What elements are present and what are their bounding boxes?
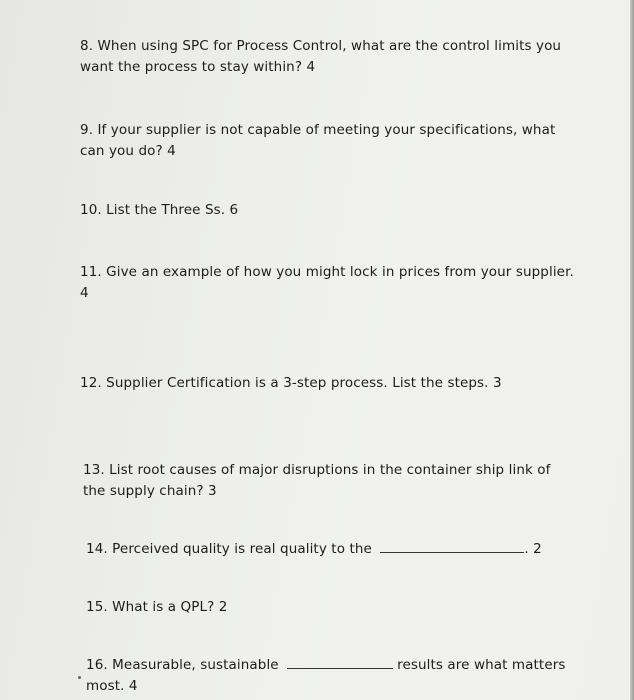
question-8-line-2: want the process to stay within? 4 — [80, 59, 316, 75]
question-13-line-1: 13. List root causes of major disruptions in the container ship link of — [83, 462, 551, 478]
question-9-line-1: 9. If your supplier is not capable of meeting your specifications, what — [80, 122, 556, 138]
question-14-text: 14. Perceived quality is real quality to the — [86, 541, 372, 557]
question-15 — [86, 597, 228, 618]
question-16-line-2: most. 4 — [86, 678, 138, 694]
question-8-line-1: 8. When using SPC for Process Control, what are the control limits you — [80, 38, 562, 54]
page-edge — [630, 0, 634, 700]
answer-blank-16[interactable] — [287, 656, 393, 669]
question-10-line-1: 10. List the Three Ss. 6 — [80, 202, 239, 218]
question-15-line-1: 15. What is a QPL? 2 — [86, 599, 228, 615]
question-16-text-after: results are what matters — [397, 657, 566, 673]
question-13-line-2: the supply chain? 3 — [83, 483, 217, 499]
question-14 — [86, 539, 542, 560]
question-16 — [86, 655, 566, 697]
question-13 — [83, 460, 551, 502]
question-16-line-1 — [86, 655, 566, 676]
question-8 — [80, 36, 561, 78]
paper-speck — [78, 676, 81, 679]
question-16-text: 16. Measurable, sustainable — [86, 657, 279, 673]
question-9-line-2: can you do? 4 — [80, 143, 176, 159]
question-11-line-2: 4 — [80, 285, 89, 301]
question-11 — [80, 262, 574, 304]
answer-blank-14[interactable] — [380, 540, 524, 553]
question-12 — [80, 373, 502, 394]
question-11-line-1: 11. Give an example of how you might lock in prices from your supplier. — [80, 264, 574, 280]
question-9 — [80, 120, 555, 162]
question-14-points: . 2 — [524, 541, 542, 557]
question-10 — [80, 200, 238, 221]
question-12-line-1: 12. Supplier Certification is a 3-step process. List the steps. 3 — [80, 375, 502, 391]
